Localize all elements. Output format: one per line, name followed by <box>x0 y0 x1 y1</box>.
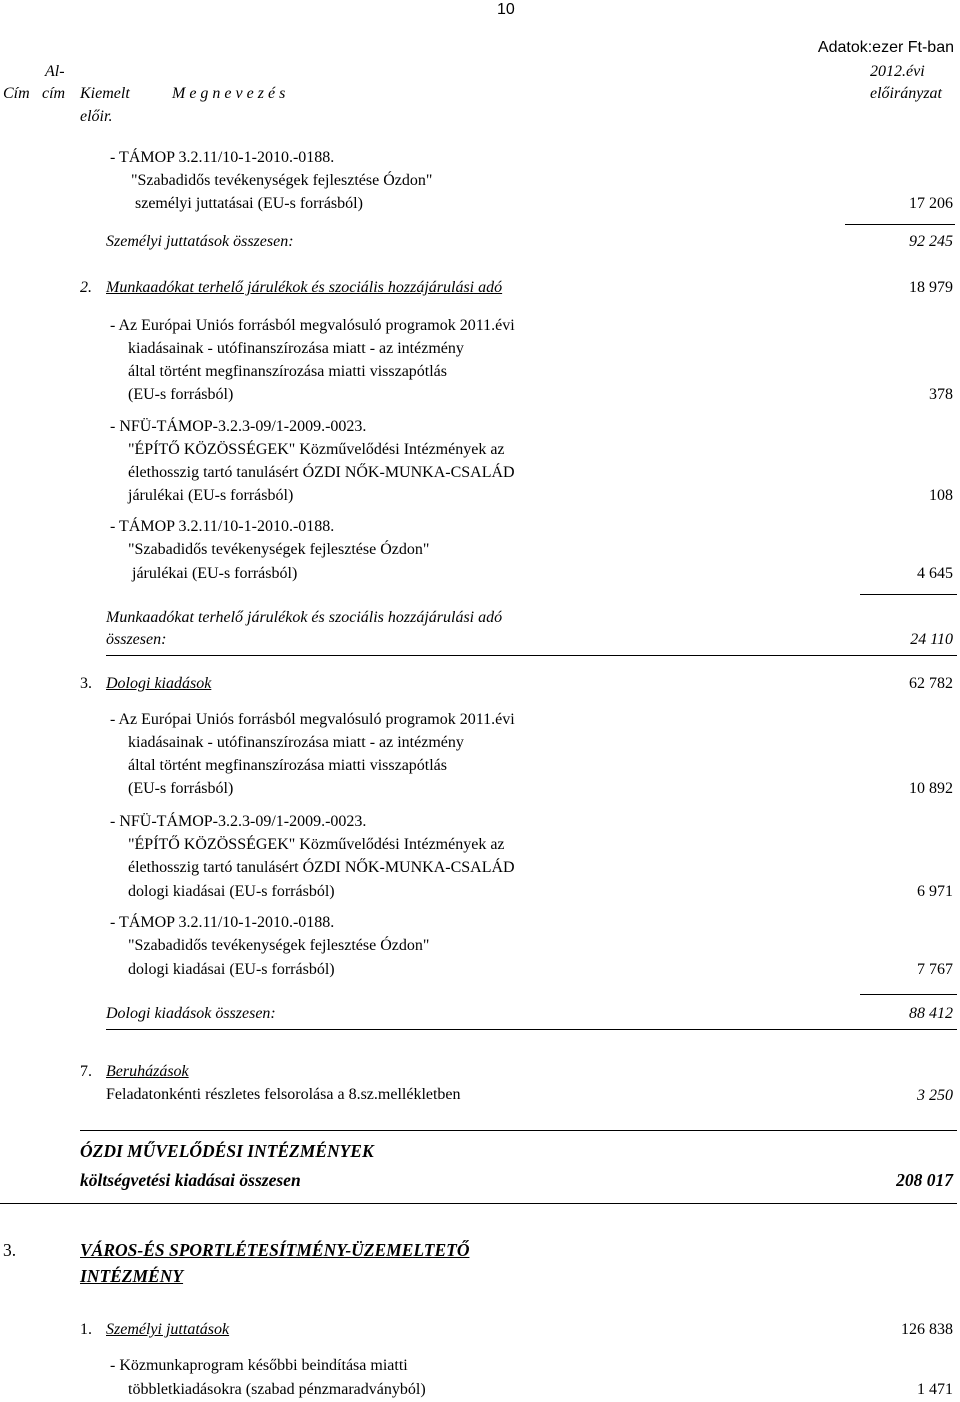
line-b3: által történt megfinanszírozása miatti visszapótlás <box>128 363 448 380</box>
header-cim2: cím <box>42 85 66 102</box>
header-cim: Cím <box>3 85 30 102</box>
sum-rule <box>860 994 957 995</box>
total-title: ÓZDI MŰVELŐDÉSI INTÉZMÉNYEK <box>80 1141 374 1161</box>
subtotal-label-line2: összesen: <box>106 631 167 648</box>
line-c4: járulékai (EU-s forrásból) <box>128 487 294 504</box>
heading-number: 1. <box>80 1321 92 1338</box>
heading-number: 7. <box>80 1063 92 1080</box>
line-a2: "Szabadidős tevékenységek fejlesztése Ózdon" <box>131 172 433 189</box>
header-year: 2012.évi <box>870 63 925 80</box>
line-g1: - TÁMOP 3.2.11/10-1-2010.-0188. <box>110 914 335 931</box>
heading-value: 3 250 <box>917 1087 953 1104</box>
value-e4: 10 892 <box>909 780 953 797</box>
line-e2: kiadásainak - utófinanszírozása miatt - az intézmény <box>128 734 464 751</box>
line-c1: - NFÜ-TÁMOP-3.2.3-09/1-2009.-0023. <box>110 418 367 435</box>
institution-title-line2: INTÉZMÉNY <box>80 1266 184 1286</box>
line-b4: (EU-s forrásból) <box>128 386 234 403</box>
line-d3: járulékai (EU-s forrásból) <box>132 565 298 582</box>
line-d1: - TÁMOP 3.2.11/10-1-2010.-0188. <box>110 518 335 535</box>
value-d3: 4 645 <box>917 565 953 582</box>
line-f1: - NFÜ-TÁMOP-3.2.3-09/1-2009.-0023. <box>110 813 367 830</box>
line-g3: dologi kiadásai (EU-s forrásból) <box>128 961 335 978</box>
sum-rule <box>845 224 955 225</box>
line-e3: által történt megfinanszírozása miatti visszapótlás <box>128 757 448 774</box>
value-c4: 108 <box>929 487 953 504</box>
line-k2: többletkiadásokra (szabad pénzmaradványból) <box>128 1381 426 1398</box>
institution-number: 3. <box>3 1240 17 1260</box>
total-label: költségvetési kiadásai összesen <box>80 1170 301 1190</box>
value-b4: 378 <box>929 386 953 403</box>
value-f4: 6 971 <box>917 883 953 900</box>
line-e1: - Az Európai Uniós forrásból megvalósuló programok 2011.évi <box>110 711 515 728</box>
section-rule <box>80 1130 957 1131</box>
header-eloir: előir. <box>80 108 113 125</box>
heading-title: Beruházások <box>106 1063 189 1080</box>
header-eloiranyzat: előirányzat <box>870 85 942 102</box>
line-a3: személyi juttatásai (EU-s forrásból) <box>135 195 363 212</box>
sum-rule <box>860 594 957 595</box>
section-rule <box>106 655 957 656</box>
units-label: Adatok:ezer Ft-ban <box>817 39 954 56</box>
heading-number: 3. <box>80 675 92 692</box>
line-f3: élethosszig tartó tanulásért ÓZDI NŐK-MUNKA-CSALÁD <box>128 859 515 876</box>
line-f4: dologi kiadásai (EU-s forrásból) <box>128 883 335 900</box>
heading-title: Dologi kiadások <box>106 675 212 692</box>
total-value: 208 017 <box>896 1170 953 1190</box>
line-g2: "Szabadidős tevékenységek fejlesztése Ózdon" <box>128 937 430 954</box>
section-rule <box>106 1029 957 1030</box>
heading-number: 2. <box>80 279 92 296</box>
line-h7a: Feladatonkénti részletes felsorolása a 8.sz.mellékletben <box>106 1086 461 1103</box>
subtotal-value: 88 412 <box>909 1005 953 1022</box>
value-k2: 1 471 <box>917 1381 953 1398</box>
value-g3: 7 767 <box>917 961 953 978</box>
subtotal-label: Személyi juttatások összesen: <box>106 233 294 250</box>
subtotal-value: 92 245 <box>909 233 953 250</box>
line-e4: (EU-s forrásból) <box>128 780 234 797</box>
heading-value: 18 979 <box>909 279 953 296</box>
header-al: Al- <box>45 63 65 80</box>
line-b2: kiadásainak - utófinanszírozása miatt - az intézmény <box>128 340 464 357</box>
header-megnevezes: M e g n e v e z é s <box>172 85 286 102</box>
line-c2: "ÉPÍTŐ KÖZÖSSÉGEK" Közművelődési Intézmények az <box>128 441 505 458</box>
institution-title-line1: VÁROS-ÉS SPORTLÉTESÍTMÉNY-ÜZEMELTETŐ <box>80 1240 470 1260</box>
value-a3: 17 206 <box>909 195 953 212</box>
line-d2: "Szabadidős tevékenységek fejlesztése Ózdon" <box>128 541 430 558</box>
header-kiemelt: Kiemelt <box>80 85 130 102</box>
heading-title: Személyi juttatások <box>106 1321 230 1338</box>
heading-value: 62 782 <box>909 675 953 692</box>
heading-title: Munkaadókat terhelő járulékok és szociális hozzájárulási adó <box>106 279 503 296</box>
line-k1: - Közmunkaprogram későbbi beindítása miatti <box>110 1357 408 1374</box>
heading-value: 126 838 <box>901 1321 953 1338</box>
line-b1: - Az Európai Uniós forrásból megvalósuló programok 2011.évi <box>110 317 515 334</box>
subtotal-label: Dologi kiadások összesen: <box>106 1005 276 1022</box>
page-number: 10 <box>497 1 515 18</box>
line-f2: "ÉPÍTŐ KÖZÖSSÉGEK" Közművelődési Intézmények az <box>128 836 505 853</box>
subtotal-label-line1: Munkaadókat terhelő járulékok és szociális hozzájárulási adó <box>106 609 503 626</box>
line-a1: - TÁMOP 3.2.11/10-1-2010.-0188. <box>110 149 335 166</box>
section-rule <box>0 1203 957 1204</box>
line-c3: élethosszig tartó tanulásért ÓZDI NŐK-MUNKA-CSALÁD <box>128 464 515 481</box>
subtotal-value: 24 110 <box>910 631 953 648</box>
